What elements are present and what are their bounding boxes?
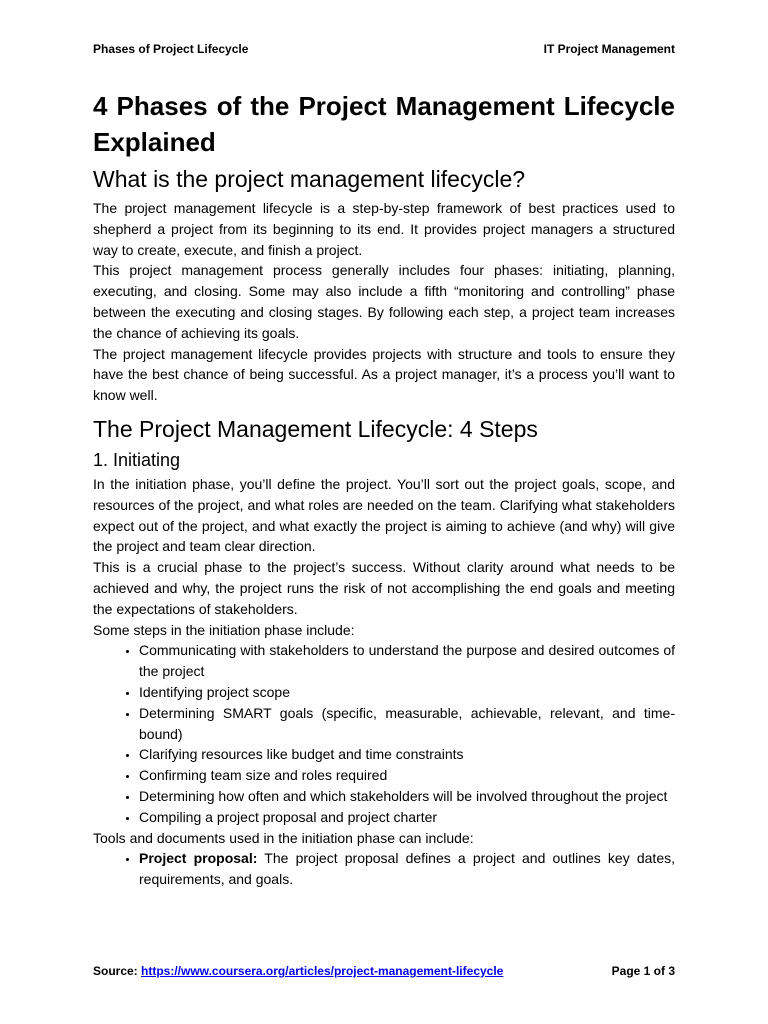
list-item: • Communicating with stakeholders to understand the purpose and desired outcomes of the project [139,640,675,682]
source-link[interactable]: https://www.coursera.org/articles/project-management-lifecycle [141,964,504,978]
list-item: • Confirming team size and roles required [139,765,675,786]
initiating-paragraph: This is a crucial phase to the project’s success. Without clarity around what needs to be achieved and why, the project runs the risk of not accomplishing the end goals and meeting the expectations of stakeholders. [93,559,675,617]
initiating-paragraph: In the initiation phase, you’ll define the project. You’ll sort out the project goals, scope, and resources of the project, and what roles are needed on the team. Clarifying what stakeholders expect out of the project, and what exactly the project is aiming to achieve (and why) will give the project and team clear direction. [93,475,675,555]
intro-paragraph: The project management lifecycle provides projects with structure and tools to ensure they have the best chance of being successful. As a project manager, it’s a process you’ll want to know well. [93,345,675,404]
initiating-heading: 1. Initiating [93,449,181,470]
page-footer [93,964,675,982]
tools-list [93,848,675,890]
list-item: • Clarifying resources like budget and time constraints [139,744,675,765]
tool-description: The project proposal defines a project and outlines key dates, requirements, and goals. [139,850,675,888]
intro-paragraph: This project management process generally includes four phases: initiating, planning, executing, and closing. Some may also include a fifth “monitoring and controlling” phase between the executing and closing stages. By following each step, a project team increases the chance of achieving its goals. [93,262,675,341]
list-item: • Identifying project scope [139,682,675,703]
header-left: Phases of Project Lifecycle [93,42,249,56]
list-item: • Determining how often and which stakeholders will be involved throughout the project [139,786,675,807]
document-title: 4 Phases of the Project Management Lifecycle Explained [93,91,675,157]
footer-source [93,964,503,978]
list-item [139,848,675,890]
source-label: Source: [93,964,142,978]
page-header [93,42,675,60]
tool-term: Project proposal: [139,850,258,867]
steps-intro: Some steps in the initiation phase include: [93,621,355,638]
intro-paragraph: The project management lifecycle is a step-by-step framework of best practices used to shepherd a project from its beginning to its end. It provides project managers a structured way to create, execute, and finish a project. [93,200,675,258]
tools-intro: Tools and documents used in the initiation phase can include: [93,829,474,846]
list-item: • Determining SMART goals (specific, measurable, achievable, relevant, and time-bound) [139,703,675,745]
page-number: Page 1 of 3 [611,964,675,978]
document-body [93,88,675,890]
list-item: • Compiling a project proposal and project charter [139,807,675,828]
header-right: IT Project Management [543,42,675,56]
intro-heading: What is the project management lifecycle? [93,166,526,192]
initiation-steps-list [93,640,675,827]
steps-heading: The Project Management Lifecycle: 4 Steps [93,415,538,442]
